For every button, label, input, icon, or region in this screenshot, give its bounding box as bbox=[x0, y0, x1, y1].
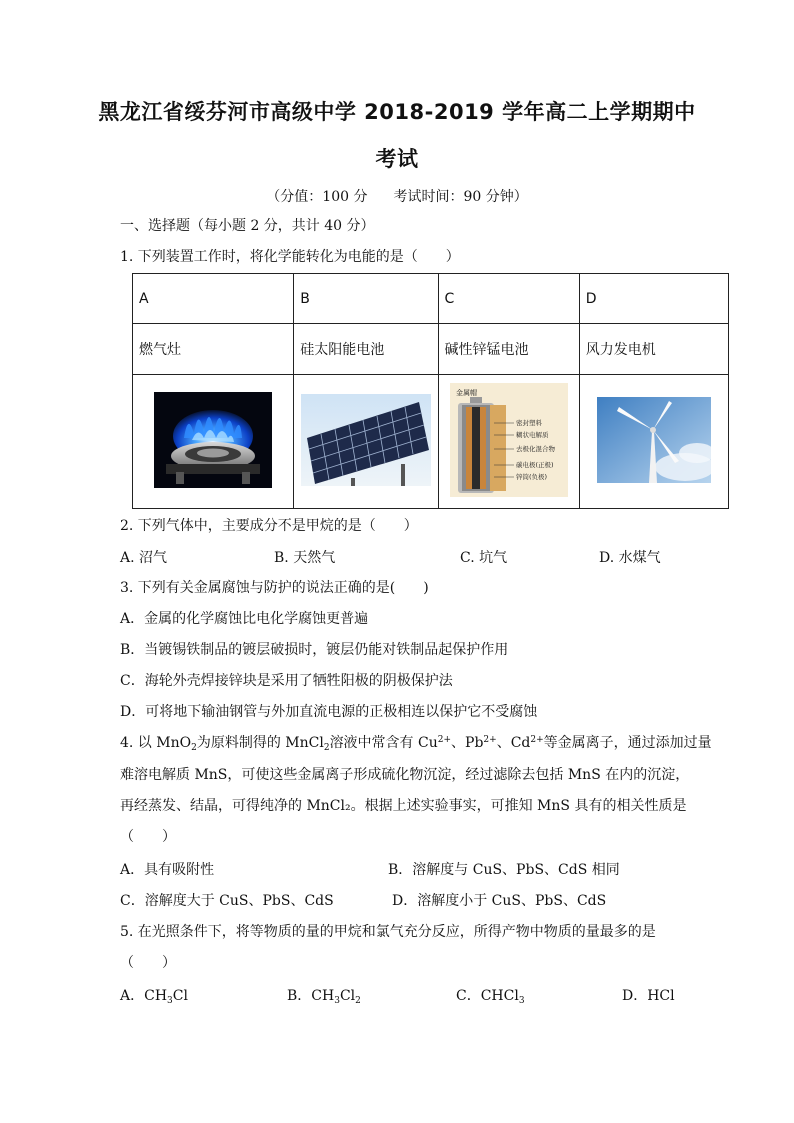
q1-options-table bbox=[132, 273, 729, 509]
q4-sub: 2 bbox=[191, 743, 197, 753]
q5-option-c bbox=[456, 985, 525, 1005]
q5-paren: （ ） bbox=[120, 955, 176, 971]
q4-line4: （ ） bbox=[120, 829, 176, 845]
q5-text: Cl bbox=[339, 988, 356, 1004]
q5-option-b bbox=[287, 985, 361, 1005]
q4-sup: 2+ bbox=[530, 735, 544, 745]
q4-text: 、Cd bbox=[496, 735, 531, 751]
exam-title-line1: 黑龙江省绥芬河市高级中学 2018-2019 学年高二上学期期中 bbox=[98, 100, 696, 124]
q4-sup: 2+ bbox=[483, 735, 497, 745]
q4-option-b: B．溶解度与 CuS、PbS、CdS 相同 bbox=[388, 862, 620, 878]
q2-option-c: C. 坑气 bbox=[460, 550, 508, 566]
q1-image-cell-a bbox=[133, 375, 294, 509]
q5-text: Cl bbox=[172, 988, 188, 1004]
q5-text: B．CH bbox=[287, 988, 335, 1004]
q2-option-a: A. 沼气 bbox=[120, 550, 168, 566]
q5-sub: 3 bbox=[518, 996, 525, 1006]
q4-option-d: D．溶解度小于 CuS、PbS、CdS bbox=[392, 893, 607, 909]
q3-stem: 3. 下列有关金属腐蚀与防护的说法正确的是( ) bbox=[120, 580, 429, 596]
q5-option-d bbox=[622, 985, 675, 1005]
q3-option-b: B．当镀锡铁制品的镀层破损时，镀层仍能对铁制品起保护作用 bbox=[120, 642, 509, 658]
q4-option-c: C．溶解度大于 CuS、PbS、CdS bbox=[120, 893, 334, 909]
q1-name-c: 碱性锌锰电池 bbox=[438, 324, 579, 375]
battery-diagram-image bbox=[450, 383, 568, 497]
q5-text: C．CHCl bbox=[456, 988, 519, 1004]
q4-sup: 2+ bbox=[437, 735, 452, 745]
q1-image-cell-d bbox=[579, 375, 728, 509]
score-info: （分值：100 分 bbox=[266, 189, 368, 205]
q1-image-cell-b bbox=[294, 375, 438, 509]
q1-image-cell-c bbox=[438, 375, 579, 509]
battery-label-electrolyte: 糊状电解质 bbox=[515, 430, 549, 439]
q4-line1 bbox=[120, 733, 712, 753]
q1-letter-c: C bbox=[438, 274, 579, 324]
section-heading: 一、选择题（每小题 2 分，共计 40 分） bbox=[120, 218, 375, 234]
gas-stove-image bbox=[154, 392, 272, 488]
q4-text: 、Pb bbox=[451, 735, 484, 751]
q5-sub: 3 bbox=[167, 996, 173, 1006]
time-info: 考试时间：90 分钟） bbox=[393, 189, 528, 205]
q1-name-d: 风力发电机 bbox=[579, 324, 728, 375]
battery-label-seal: 密封塑料 bbox=[515, 418, 542, 427]
battery-label-cap: 金属帽 bbox=[455, 388, 477, 397]
q5-text: D．HCl bbox=[622, 988, 675, 1004]
solar-panel-image bbox=[301, 394, 431, 486]
q5-sub: 2 bbox=[355, 996, 361, 1006]
q5-sub: 3 bbox=[334, 996, 340, 1006]
q1-name-a: 燃气灶 bbox=[133, 324, 294, 375]
q2-option-b: B. 天然气 bbox=[274, 550, 336, 566]
q4-line2: 难溶电解质 MnS，可使这些金属离子形成硫化物沉淀，经过滤除去包括 MnS 在内的沉淀， bbox=[120, 767, 690, 783]
q1-letter-a: A bbox=[133, 274, 294, 324]
battery-label-mixture: 去极化混合物 bbox=[515, 444, 555, 453]
q2-stem: 2. 下列气体中，主要成分不是甲烷的是（ ） bbox=[120, 518, 418, 534]
q3-option-d: D．可将地下输油钢管与外加直流电源的正极相连以保护它不受腐蚀 bbox=[120, 704, 538, 720]
battery-label-cathode: 碳电极(正极) bbox=[515, 460, 554, 469]
q1-stem: 1. 下列装置工作时，将化学能转化为电能的是（ ） bbox=[120, 249, 460, 265]
q1-letter-b: B bbox=[294, 274, 438, 324]
q4-text: 4. 以 MnO bbox=[120, 735, 192, 751]
q2-option-d: D. 水煤气 bbox=[599, 550, 661, 566]
q5-text: A．CH bbox=[120, 988, 168, 1004]
q5-stem: 5. 在光照条件下，将等物质的量的甲烷和氯气充分反应，所得产物中物质的量最多的是 bbox=[120, 924, 656, 940]
battery-label-anode: 锌筒(负极) bbox=[515, 472, 547, 481]
q1-letter-d: D bbox=[579, 274, 728, 324]
q4-option-a: A．具有吸附性 bbox=[120, 862, 215, 878]
q4-text: 为原料制得的 MnCl bbox=[196, 735, 324, 751]
q1-name-b: 硅太阳能电池 bbox=[294, 324, 438, 375]
q4-line3: 再经蒸发、结晶，可得纯净的 MnCl₂。根据上述实验事实，可推知 MnS 具有的相关性质是 bbox=[120, 798, 687, 814]
exam-info bbox=[0, 186, 794, 206]
q5-option-a bbox=[120, 985, 188, 1005]
q4-text: 等金属离子，通过添加过量 bbox=[543, 735, 712, 751]
q4-text: 溶液中常含有 Cu bbox=[329, 735, 438, 751]
wind-turbine-image bbox=[597, 397, 711, 483]
q3-option-c: C．海轮外壳焊接锌块是采用了牺牲阳极的阴极保护法 bbox=[120, 673, 453, 689]
q3-option-a: A．金属的化学腐蚀比电化学腐蚀更普遍 bbox=[120, 611, 369, 627]
q4-sub: 2 bbox=[323, 743, 330, 753]
exam-title-line2: 考试 bbox=[375, 147, 419, 171]
